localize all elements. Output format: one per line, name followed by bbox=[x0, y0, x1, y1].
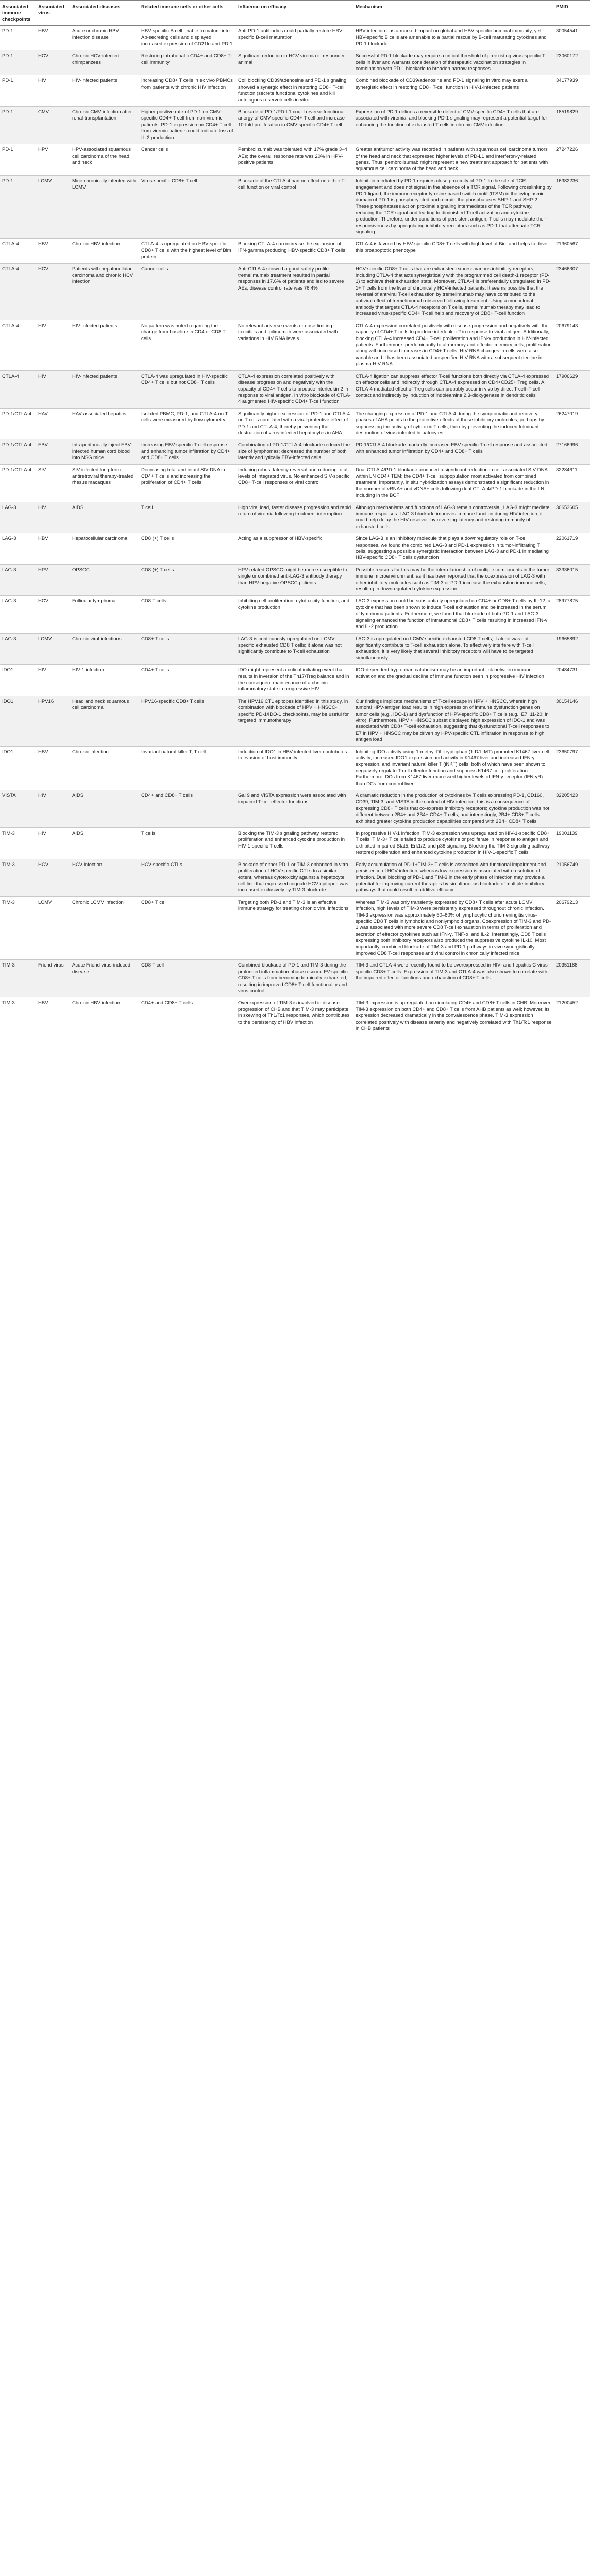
cell-immune-cells: Higher positive rate of PD-1 on CMV-specific CD4+ T cell from non-viremic patients; PD-1 expression on CD4+ T cell from viremic patients could indicate loss of IL-2 production bbox=[139, 107, 236, 144]
cell-immune-cells: Cancer cells bbox=[139, 144, 236, 176]
checkpoint-table bbox=[0, 0, 590, 1035]
cell-disease: AIDS bbox=[70, 790, 139, 828]
cell-mechanism: LAG-3 expression could be substantially upregulated on CD4+ or CD8+ T cells by IL-12, a cytokine that has been shown to induce T-cell exhaustion and be increased in the serum of lymphoma patients. Furthermore, we found that blockade of both PD-1 and LAG-3 signaling enhanced the function of intratumoral CD8+ T cells resulting in increased IFN-γ and IL-2 production bbox=[353, 596, 554, 633]
cell-immune-cells: HBV-specific B cell unable to mature into Ab-secreting cells and displayed increased expression of CD21lo and PD-1 bbox=[139, 26, 236, 50]
cell-checkpoint: CTLA-4 bbox=[0, 320, 36, 370]
cell-disease: HAV-associated hepatitis bbox=[70, 408, 139, 439]
cell-virus: HPV bbox=[36, 564, 70, 596]
cell-efficacy: Significantly higher expression of PD-1 and CTLA-4 on T cells correlated with a viral-protective effect of PD-1 and CTLA-4, thereby preventing the destruction of virus-infected hepatocytes in AHA bbox=[236, 408, 353, 439]
cell-efficacy: IDO might represent a critical initiating event that results in inversion of the Th17/Treg balance and in the consequent maintenance of a chronic inflammatory state in progressive HIV bbox=[236, 665, 353, 696]
cell-virus: HIV bbox=[36, 790, 70, 828]
cell-efficacy: Anti-PD-1 antibodies could partially restore HBV-specific B-cell maturation bbox=[236, 26, 353, 50]
cell-checkpoint: VISTA bbox=[0, 790, 36, 828]
cell-checkpoint: LAG-3 bbox=[0, 633, 36, 665]
cell-disease: HCV infection bbox=[70, 859, 139, 896]
cell-virus: HBV bbox=[36, 746, 70, 790]
header-row bbox=[0, 1, 590, 26]
cell-efficacy: Significant reduction in HCV viremia in responder animal bbox=[236, 50, 353, 75]
cell-mechanism: LAG-3 is upregulated on LCMV-specific exhausted CD8 T cells; it alone was not significantly contribute to T-cell exhaustion alone. To effectively interfere with T-cell exhaustion, it is very likely that several inhibitory receptors will have to be targeted simultaneously bbox=[353, 633, 554, 665]
cell-efficacy: Combined blockade of PD-1 and TIM-3 during the prolonged inflammation phase rescued FV-specific CD8+ T cells from becoming terminally exhausted, resulting in improved CD8+ T-cell functionality and virus control bbox=[236, 960, 353, 997]
cell-immune-cells: No pattern was noted regarding the change from baseline in CD4 or CD8 T cells bbox=[139, 320, 236, 370]
cell-virus: HIV bbox=[36, 828, 70, 859]
cell-efficacy: HPV-related OPSCC might be more susceptible to single or combined anti-LAG-3 antibody therapy than HPV-negative OPSCC patients bbox=[236, 564, 353, 596]
cell-pmid: 20484731 bbox=[554, 665, 590, 696]
cell-checkpoint: IDO1 bbox=[0, 746, 36, 790]
cell-immune-cells: Decreasing total and intact SIV-DNA in CD4+ T cells and increasing the proliferation of CD4+ T cells bbox=[139, 464, 236, 502]
table-body bbox=[0, 26, 590, 1035]
cell-disease: Follicular lymphoma bbox=[70, 596, 139, 633]
cell-mechanism: IDO-dependent tryptophan catabolism may be an important link between immune activation and the gradual decline of immune function seen in progressive HIV infection bbox=[353, 665, 554, 696]
cell-virus: HBV bbox=[36, 239, 70, 263]
header-checkpoints: Associated immune checkpoints bbox=[0, 1, 36, 26]
cell-efficacy: Combination of PD-1/CTLA-4 blockade reduced the size of lymphomas; decreased the number of both latently and lytically EBV-infected cells bbox=[236, 439, 353, 464]
cell-efficacy: Blockade of either PD-1 or TIM-3 enhanced in vitro proliferation of HCV-specific CTLs to a similar extent, whereas cytotoxicity against a hepatocyte cell line that expressed cognate HCV epitopes was increased exclusively by TIM-3 blockade bbox=[236, 859, 353, 896]
cell-disease: OPSCC bbox=[70, 564, 139, 596]
cell-checkpoint: TIM-3 bbox=[0, 896, 36, 960]
cell-immune-cells: Increasing EBV-specific T-cell response and enhancing tumor infiltration by CD4+ and CD8+ T cells bbox=[139, 439, 236, 464]
cell-efficacy: Induction of IDO1 in HBV-infected liver contributes to evasion of host immunity bbox=[236, 746, 353, 790]
cell-checkpoint: PD-1 bbox=[0, 144, 36, 176]
table-row bbox=[0, 263, 590, 320]
cell-disease: HIV-infected patients bbox=[70, 370, 139, 408]
cell-efficacy: Inhibiting cell proliferation, cytotoxicity function, and cytokine production bbox=[236, 596, 353, 633]
header-immune-cells: Related immune cells or other cells bbox=[139, 1, 236, 26]
cell-disease: Mice chronically infected with LCMV bbox=[70, 175, 139, 239]
cell-virus: SIV bbox=[36, 464, 70, 502]
cell-disease: Intraperitoneally inject EBV-infected human cord blood into NSG mice bbox=[70, 439, 139, 464]
cell-disease: HIV-infected patients bbox=[70, 75, 139, 107]
table-row bbox=[0, 790, 590, 828]
cell-immune-cells: HPV16-specific CD8+ T cells bbox=[139, 696, 236, 746]
cell-efficacy: The HPV16 CTL epitopes identified in this study, in combination with blockade of HPV + HNSCC-specific PD-1/IDO-1 checkpoints, may be useful for targeted immunotherapy bbox=[236, 696, 353, 746]
header-virus: Associated virus bbox=[36, 1, 70, 26]
cell-pmid: 17906629 bbox=[554, 370, 590, 408]
cell-disease: Chronic viral infections bbox=[70, 633, 139, 665]
table-row bbox=[0, 696, 590, 746]
cell-pmid: 22061719 bbox=[554, 533, 590, 565]
cell-disease: AIDS bbox=[70, 828, 139, 859]
cell-disease: HIV-1 infection bbox=[70, 665, 139, 696]
cell-mechanism: PD-1/CTLA-4 blockade markedly increased EBV-specific T-cell response and associated with enhanced tumor infiltration by CD4+ and CD8+ T cells bbox=[353, 439, 554, 464]
cell-checkpoint: PD-1/CTLA-4 bbox=[0, 408, 36, 439]
cell-virus: HIV bbox=[36, 502, 70, 533]
cell-pmid: 30054541 bbox=[554, 26, 590, 50]
cell-pmid: 26247019 bbox=[554, 408, 590, 439]
cell-mechanism: Possible reasons for this may be the interrelationship of multiple components in the tumor immune microenvironment, as it has been reported that the coexpression of LAG-3 with other inhibitory molecules such as TIM-3 or PD-1 increase the exhaustion immune cells, resulting in downregulated cytokine expression bbox=[353, 564, 554, 596]
table-row bbox=[0, 960, 590, 997]
cell-mechanism: CTLA-4 expression correlated positively with disease progression and negatively with the capacity of CD4+ T cells to produce interleukin-2 in response to viral antigen. Additionally, blocking CTLA-4 increased CD4+ T-cell proliferation and IFN-γ production in HIV-infected patients. Furthermore, predominantly total-memory and effector-memory cells, proliferation along with increased increases in CD4+ T cells; HIV RNA changes in cells were also variable and it has been associated unspecified HIV RNA with a subsequent decline in plasma HIV RNA bbox=[353, 320, 554, 370]
cell-efficacy: Blockade of the CTLA-4 had no effect on either T-cell function or viral control bbox=[236, 175, 353, 239]
cell-checkpoint: TIM-3 bbox=[0, 859, 36, 896]
cell-checkpoint: PD-1/CTLA-4 bbox=[0, 464, 36, 502]
cell-checkpoint: LAG-3 bbox=[0, 502, 36, 533]
cell-disease: Chronic LCMV infection bbox=[70, 896, 139, 960]
cell-pmid: 19001139 bbox=[554, 828, 590, 859]
cell-checkpoint: PD-1 bbox=[0, 26, 36, 50]
cell-mechanism: Greater antitumor activity was recorded in patients with squamous cell carcinoma tumors of the head and neck that expressed higher levels of PD-L1 and interferon-γ-related genes. Thus, pembrolizumab might represent a new treatment approach for patients with squamous cell carcinoma of the head and neck bbox=[353, 144, 554, 176]
header-mechanism: Mechanism bbox=[353, 1, 554, 26]
cell-disease: AIDS bbox=[70, 502, 139, 533]
table-row bbox=[0, 144, 590, 176]
cell-disease: Chronic CMV infection after renal transplantation bbox=[70, 107, 139, 144]
cell-virus: HAV bbox=[36, 408, 70, 439]
cell-virus: HIV bbox=[36, 665, 70, 696]
cell-efficacy: Blocking CTLA-4 can increase the expansion of IFN-gamma producing HBV-specific CD8+ T cells bbox=[236, 239, 353, 263]
table-row bbox=[0, 239, 590, 263]
cell-immune-cells: CD4+ and CD8+ T cells bbox=[139, 997, 236, 1035]
cell-virus: HIV bbox=[36, 75, 70, 107]
cell-mechanism: HBV infection has a marked impact on global and HBV-specific humoral immunity, yet HBV-specific B cells are amenable to a partial rescue by B-cell maturating cytokines and PD-1 blockade bbox=[353, 26, 554, 50]
table-row bbox=[0, 533, 590, 565]
table-row bbox=[0, 320, 590, 370]
cell-mechanism: Whereas TIM-3 was only transiently expressed by CD8+ T cells after acute LCMV infection, high levels of TIM-3 were persistently expressed throughout chronic infection. TIM-3 expression was approximately 60–80% of lymphocytic choriomeningitis virus-specific CD8 T cells in lymphoid and nonlymphoid organs. Coexpression of TIM-3 and PD-1 was associated with more severe CD8 T-cell exhaustion in terms of proliferation and secretion of effector cytokines such as IFN-γ, TNF-α, and IL-2. Interestingly, CD8 T cells expressing both inhibitory receptors also produced the suppressive cytokine IL-10. Most importantly, combined blockade of TIM-3 and PD-1 pathways in vivo synergistically improved CD8 T-cell responses and viral control in chronically infected mice bbox=[353, 896, 554, 960]
cell-virus: HCV bbox=[36, 596, 70, 633]
cell-virus: Friend virus bbox=[36, 960, 70, 997]
cell-pmid: 20679143 bbox=[554, 320, 590, 370]
cell-checkpoint: CTLA-4 bbox=[0, 239, 36, 263]
table-row bbox=[0, 896, 590, 960]
cell-mechanism: CTLA-4 ligation can suppress effector T-cell functions both directly via CTLA-4 expressed on effector cells and indirectly through CTLA-4 expressed on CD4+CD25+ Treg cells. A CTLA-4 mediated effect of Treg cells can probably occur in vivo by direct T-cell–T-cell contact and indirectly by induction of indoleamine 2,3-dioxygenase in dendritic cells bbox=[353, 370, 554, 408]
header-pmid: PMID bbox=[554, 1, 590, 26]
cell-checkpoint: LAG-3 bbox=[0, 596, 36, 633]
cell-checkpoint: TIM-3 bbox=[0, 960, 36, 997]
cell-mechanism: Since LAG-3 is an inhibitory molecule that plays a downregulatory role on T-cell responses, we found the combined LAG-3 and PD-1 expression in tumor-infiltrating T cells, suggesting a possible synergistic interaction between LAG-3 and PD-1 in mediating HBV-specific CD8+ T cells dysfunction bbox=[353, 533, 554, 565]
cell-efficacy: Blocking the TIM-3 signaling pathway restored proliferation and enhanced cytokine production in HIV-1-specific T cells bbox=[236, 828, 353, 859]
table-row bbox=[0, 997, 590, 1035]
cell-virus: HPV16 bbox=[36, 696, 70, 746]
cell-immune-cells: CD8+ T cell bbox=[139, 896, 236, 960]
cell-checkpoint: PD-1 bbox=[0, 107, 36, 144]
cell-pmid: 16382236 bbox=[554, 175, 590, 239]
table-row bbox=[0, 633, 590, 665]
table-row bbox=[0, 26, 590, 50]
cell-mechanism: Expression of PD-1 defines a reversible defect of CMV-specific CD4+ T cells that are associated with viremia, and blocking PD-1 signaling may represent a potential target for enhancing the function of exhausted T cells in chronic CMV infection bbox=[353, 107, 554, 144]
table-row bbox=[0, 828, 590, 859]
cell-immune-cells: Isolated PBMC, PD-1, and CTLA-4 on T cells were measured by flow cytometry bbox=[139, 408, 236, 439]
cell-virus: HBV bbox=[36, 533, 70, 565]
header-diseases: Associated diseases bbox=[70, 1, 139, 26]
cell-efficacy: No relevant adverse events or dose-limiting toxicities and ipilimumab were associated with variations in HIV RNA levels bbox=[236, 320, 353, 370]
cell-virus: HCV bbox=[36, 859, 70, 896]
cell-checkpoint: PD-1/CTLA-4 bbox=[0, 439, 36, 464]
cell-mechanism: A dramatic reduction in the production of cytokines by T cells expressing PD-1, CD160, CD39, TIM-3, and VISTA in the context of HIV infection; this is a consequence of expressing CD8+ T cells that co-express inhibitory receptors; cytokine production was not different between 2B4+ and 2B4− CD4+ T cells, and interestingly, 2B4+ CD8+ T cells exhibited greater cytokine production capabilities compared with 2B4− CD8+ T cells bbox=[353, 790, 554, 828]
cell-mechanism: TIM-3 expression is up-regulated on circulating CD4+ and CD8+ T cells in CHB. Moreover, TIM-3 expression on both CD4+ and CD8+ T cells from AHB patients as well; however, its expression decreased dramatically in the convalescence phase. TIM-3 expression correlated positively with disease severity and negatively correlated with Th1/Tc1 response in CHB patients bbox=[353, 997, 554, 1035]
table-row bbox=[0, 50, 590, 75]
table-row bbox=[0, 408, 590, 439]
cell-pmid: 30653605 bbox=[554, 502, 590, 533]
table-row bbox=[0, 75, 590, 107]
cell-pmid: 23466307 bbox=[554, 263, 590, 320]
cell-immune-cells: Virus-specific CD8+ T cell bbox=[139, 175, 236, 239]
cell-disease: Chronic HBV infection bbox=[70, 997, 139, 1035]
cell-virus: HCV bbox=[36, 263, 70, 320]
cell-efficacy: Overexpression of TIM-3 is involved in disease progression of CHB and that TIM-3 may participate in skewing of Th1/Tc1 responses, which contributes to the persistency of HBV infection bbox=[236, 997, 353, 1035]
table-row bbox=[0, 564, 590, 596]
cell-disease: Chronic HCV-infected chimpanzees bbox=[70, 50, 139, 75]
cell-disease: Chronic infection bbox=[70, 746, 139, 790]
cell-disease: Acute Friend virus-induced disease bbox=[70, 960, 139, 997]
cell-checkpoint: IDO1 bbox=[0, 696, 36, 746]
cell-disease: SIV-infected long-term antiretroviral therapy-treated rhesus macaques bbox=[70, 464, 139, 502]
header-efficacy: Influence on efficacy bbox=[236, 1, 353, 26]
cell-checkpoint: PD-1 bbox=[0, 75, 36, 107]
cell-pmid: 21200452 bbox=[554, 997, 590, 1035]
cell-pmid: 18519829 bbox=[554, 107, 590, 144]
cell-checkpoint: IDO1 bbox=[0, 665, 36, 696]
cell-immune-cells: HCV-specific CTLs bbox=[139, 859, 236, 896]
cell-pmid: 20679213 bbox=[554, 896, 590, 960]
cell-checkpoint: TIM-3 bbox=[0, 828, 36, 859]
cell-virus: EBV bbox=[36, 439, 70, 464]
cell-mechanism: Combined blockade of CD39/adenosine and PD-1 signaling in vitro may exert a synergistic effect in restoring CD8+ T-cell function in HIV-1-infected patients bbox=[353, 75, 554, 107]
cell-disease: Patients with hepatocellular carcinoma and chronic HCV infection bbox=[70, 263, 139, 320]
table-header bbox=[0, 1, 590, 26]
cell-checkpoint: PD-1 bbox=[0, 50, 36, 75]
cell-checkpoint: PD-1 bbox=[0, 175, 36, 239]
cell-mechanism: Early accumulation of PD-1+TIM-3+ T cells is associated with functional impairment and persistence of HCV infection, whereas low expression is associated with resolution of infection. Dual blocking of PD-1 and TIM-3 in the early phase of infection may provide a potential for improving current therapies by simultaneous blockade of multiple inhibitory pathways that could result in additive efficacy bbox=[353, 859, 554, 896]
table-row bbox=[0, 464, 590, 502]
cell-immune-cells: CTLA-4 is upregulated on HBV-specific CD8+ T cells with the highest level of Bim protein bbox=[139, 239, 236, 263]
cell-checkpoint: TIM-3 bbox=[0, 997, 36, 1035]
cell-immune-cells: CD8+ T cells bbox=[139, 633, 236, 665]
cell-pmid: 32205423 bbox=[554, 790, 590, 828]
cell-virus: CMV bbox=[36, 107, 70, 144]
cell-efficacy: Coll blocking CD39/adenosine and PD-1 signaling showed a synergic effect in restoring CD8+ T-cell function (secrete functional cytokines and kill autologous reservoir cells in vitro bbox=[236, 75, 353, 107]
cell-pmid: 27166996 bbox=[554, 439, 590, 464]
table-row bbox=[0, 502, 590, 533]
cell-pmid: 23650797 bbox=[554, 746, 590, 790]
table-row bbox=[0, 439, 590, 464]
cell-immune-cells: Invariant natural killer T, T cell bbox=[139, 746, 236, 790]
cell-mechanism: The changing expression of PD-1 and CTLA-4 during the symptomatic and recovery phases of AHA points to the protective effects of these inhibitory molecules, perhaps by suppressing the activity of cytotoxic T cells, thereby preventing the induced fulminant destruction of virus-infected hepatocytes bbox=[353, 408, 554, 439]
cell-mechanism: In progressive HIV-1 infection, TIM-3 expression was upregulated on HIV-1-specific CD8+ T cells. TIM-3+ T cells failed to produce cytokine or proliferate in response to antigen and exhibited impaired Stat5, Erk1/2, and p38 signaling. Blocking the TIM-3 signaling pathway restored proliferation and enhanced cytokine production in HIV-1-specific T cells bbox=[353, 828, 554, 859]
cell-disease: Hepatocellular carcinoma bbox=[70, 533, 139, 565]
cell-efficacy: CTLA-4 expression correlated positively with disease progression and negatively with the capacity of CD4+ T cells to produce interleukin 2 in response to viral antigen. In vitro blockade of CTLA-4 augmented HIV-specific CD4+ T-cell function bbox=[236, 370, 353, 408]
cell-pmid: 28977875 bbox=[554, 596, 590, 633]
cell-disease: Head and neck squamous cell carcinoma bbox=[70, 696, 139, 746]
table-row bbox=[0, 107, 590, 144]
cell-pmid: 20351188 bbox=[554, 960, 590, 997]
cell-mechanism: Dual CTLA-4/PD-1 blockade produced a significant reduction in cell-associated SIV-DNA within LN CD4+ TEM; the CD4+ T-cell subpopulation most activated from combined treatment. Importantly, in situ hybridization assays demonstrated a significant reduction in the number of vRNA+ and vDNA+ cells following dual CTLA-4/PD-1 blockade in the LN, including in the BCF bbox=[353, 464, 554, 502]
table-row bbox=[0, 175, 590, 239]
cell-pmid: 34177939 bbox=[554, 75, 590, 107]
cell-efficacy: Gal 9 and VISTA expression were associated with impaired T-cell effector functions bbox=[236, 790, 353, 828]
cell-mechanism: HCV-specific CD8+ T cells that are exhausted express various inhibitory receptors, including CTLA-4 that acts synergistically with the programmed cell death-1 receptor (PD-1) to achieve their exhaustion state. Moreover, CTLA-4 is preferentially upregulated in PD-1+ T cells from the liver of chronically HCV-infected patients. It seems possible that the reversal of antiviral T-cell exhaustion by tremelimumab may have contributed to the antiviral effect of tremelimumab observed following treatment. Using a monoclonal antibody that targets CTLA-4 receptors on T cells, tremelimumab therapy may lead to increased virus-specific CD4+ T-cell help and recovery of CD8+ T-cell function bbox=[353, 263, 554, 320]
cell-disease: Acute or chronic HBV infection disease bbox=[70, 26, 139, 50]
cell-checkpoint: CTLA-4 bbox=[0, 263, 36, 320]
cell-pmid: 21360567 bbox=[554, 239, 590, 263]
cell-mechanism: TIM-3 and CTLA-4 were recently found to be overexpressed in HIV- and hepatitis C virus-specific CD8+ T cells. Expression of TIM-3 and CTLA-4 was also shown to correlate with the impaired effector functions and exhaustion of CD8+ T cells bbox=[353, 960, 554, 997]
cell-virus: LCMV bbox=[36, 175, 70, 239]
cell-virus: HIV bbox=[36, 320, 70, 370]
cell-efficacy: High viral load, faster disease progression and rapid return of viremia following treatment interruption bbox=[236, 502, 353, 533]
cell-immune-cells: CD8 (+) T cells bbox=[139, 533, 236, 565]
cell-disease: Chronic HBV infection bbox=[70, 239, 139, 263]
cell-efficacy: Acting as a suppressor of HBV-specific bbox=[236, 533, 353, 565]
table-row bbox=[0, 665, 590, 696]
cell-efficacy: Targeting both PD-1 and TIM-3 is an effective immune strategy for treating chronic viral infections bbox=[236, 896, 353, 960]
cell-efficacy: Inducing robust latency reversal and reducing total levels of integrated virus. No enhanced SIV-specific CD8+ T-cell responses or viral control bbox=[236, 464, 353, 502]
cell-immune-cells: CD4+ and CD8+ T cells bbox=[139, 790, 236, 828]
cell-immune-cells: CD8 T cell bbox=[139, 960, 236, 997]
cell-efficacy: Anti-CTLA-4 showed a good safety profile: tremelimumab treatment resulted in partial responses in 17.6% of patients and led to severe AEs; disease control rate was 76.4% bbox=[236, 263, 353, 320]
cell-efficacy: Pembrolizumab was tolerated with 17% grade 3–4 AEs; the overall response rate was 20% in HPV-positive patients bbox=[236, 144, 353, 176]
cell-virus: HPV bbox=[36, 144, 70, 176]
cell-virus: HCV bbox=[36, 50, 70, 75]
cell-pmid: 19665892 bbox=[554, 633, 590, 665]
cell-immune-cells: Increasing CD8+ T cells in ex vivo PBMCs from patients with chronic HIV infection bbox=[139, 75, 236, 107]
cell-disease: HIV-infected patients bbox=[70, 320, 139, 370]
table-row bbox=[0, 859, 590, 896]
cell-pmid: 30154146 bbox=[554, 696, 590, 746]
table-row bbox=[0, 370, 590, 408]
cell-efficacy: LAG-3 is continuously upregulated on LCMV-specific exhausted CD8 T cells; it alone was not significantly contribute to T-cell exhaustion bbox=[236, 633, 353, 665]
cell-mechanism: Inhibition mediated by PD-1 requires close proximity of PD-1 to the site of TCR engagement and does not signal in the absence of a TCR signal. Following crosslinking by PD-1 ligand, the immunoreceptor tyrosine-based switch motif (ITSM) in the cytoplasmic domain of PD-1 is phosphorylated and recruits the phosphatases SHP-1 and SHP-2. These phosphatases act on proximal signaling intermediates of the TCR pathway, reducing the TCR signal and leading to diminished T-cell activation and cytokine production. Therefore, under conditions of persistent antigen, T cells may modulate their responsiveness by upregulating inhibitory receptors such as PD-1 that attenuate TCR signaling bbox=[353, 175, 554, 239]
cell-immune-cells: CTLA-4 was upregulated in HIV-specific CD4+ T cells but not CD8+ T cells bbox=[139, 370, 236, 408]
cell-virus: HBV bbox=[36, 997, 70, 1035]
cell-immune-cells: Cancer cells bbox=[139, 263, 236, 320]
cell-checkpoint: LAG-3 bbox=[0, 533, 36, 565]
cell-immune-cells: CD8 T cells bbox=[139, 596, 236, 633]
cell-immune-cells: T cell bbox=[139, 502, 236, 533]
cell-mechanism: Inhibiting IDO activity using 1-methyl-DL-tryptophan (1-D/L-MT) promoted K1467 liver cell activity; increased IDO1 expression and activity in K1467 liver and increased IFN-γ expression, and invariant natural killer T (iNKT) cells, both of which have been shown to negatively regulate T-cell effector function and suppress K1467 cell proliferation. Furthermore, DCs from K1467 liver expressed higher levels of IFN-γ receptor (IFN-γR) than DCs from control liver bbox=[353, 746, 554, 790]
cell-pmid: 32284611 bbox=[554, 464, 590, 502]
cell-mechanism: CTLA-4 is favored by HBV-specific CD8+ T cells with high level of Bim and helps to drive this proapoptotic phenotype bbox=[353, 239, 554, 263]
cell-checkpoint: LAG-3 bbox=[0, 564, 36, 596]
cell-immune-cells: CD4+ T cells bbox=[139, 665, 236, 696]
cell-checkpoint: CTLA-4 bbox=[0, 370, 36, 408]
cell-pmid: 27247226 bbox=[554, 144, 590, 176]
cell-virus: HBV bbox=[36, 26, 70, 50]
cell-mechanism: Our findings implicate mechanisms of T-cell escape in HPV + HNSCC, wherein high tumoral HPV-antigen load results in high expression of immune dysfunction genes on tumor cells (e.g., IDO-1) and dysfunction of HPV-specific CD8+ T cells (e.g., E7: 11-20; in vitro). Furthermore, HPV + HNSCC subset displayed high expression of IDO-1 and was associated with CD8+ T-cell exhaustion, suggesting that dysfunctional T-cell responses to E7 in HPV + HNSCC may be driven by HPV-specific CTL infiltration in response to high antigen load bbox=[353, 696, 554, 746]
table-row bbox=[0, 596, 590, 633]
cell-immune-cells: Restoring intrahepatic CD4+ and CD8+ T-cell immunity bbox=[139, 50, 236, 75]
cell-pmid: 33336015 bbox=[554, 564, 590, 596]
cell-disease: HPV-associated squamous cell carcinoma of the head and neck bbox=[70, 144, 139, 176]
cell-efficacy: Blockade of PD-1/PD-L1 could reverse functional anergy of CMV-specific CD4+ T cell and increase 10-fold proliferation in CMV-specific CD4+ T cell bbox=[236, 107, 353, 144]
cell-virus: LCMV bbox=[36, 896, 70, 960]
cell-virus: LCMV bbox=[36, 633, 70, 665]
cell-mechanism: Although mechanisms and functions of LAG-3 remain controversial, LAG-3 might mediate immune responses. LAG-3 blockade improves immune function during HIV infection, it could help delay the HIV reservoir by reversing latency and restoring immunity of exhausted cells bbox=[353, 502, 554, 533]
cell-mechanism: Successful PD-1 blockade may require a critical threshold of preexisting virus-specific T cells in liver and warrants consideration of therapeutic vaccination strategies in combination with PD-1 blockade to broaden narrow responses bbox=[353, 50, 554, 75]
table-row bbox=[0, 746, 590, 790]
cell-pmid: 21056749 bbox=[554, 859, 590, 896]
cell-immune-cells: T cells bbox=[139, 828, 236, 859]
cell-immune-cells: CD8 (+) T cells bbox=[139, 564, 236, 596]
cell-pmid: 23060172 bbox=[554, 50, 590, 75]
cell-virus: HIV bbox=[36, 370, 70, 408]
